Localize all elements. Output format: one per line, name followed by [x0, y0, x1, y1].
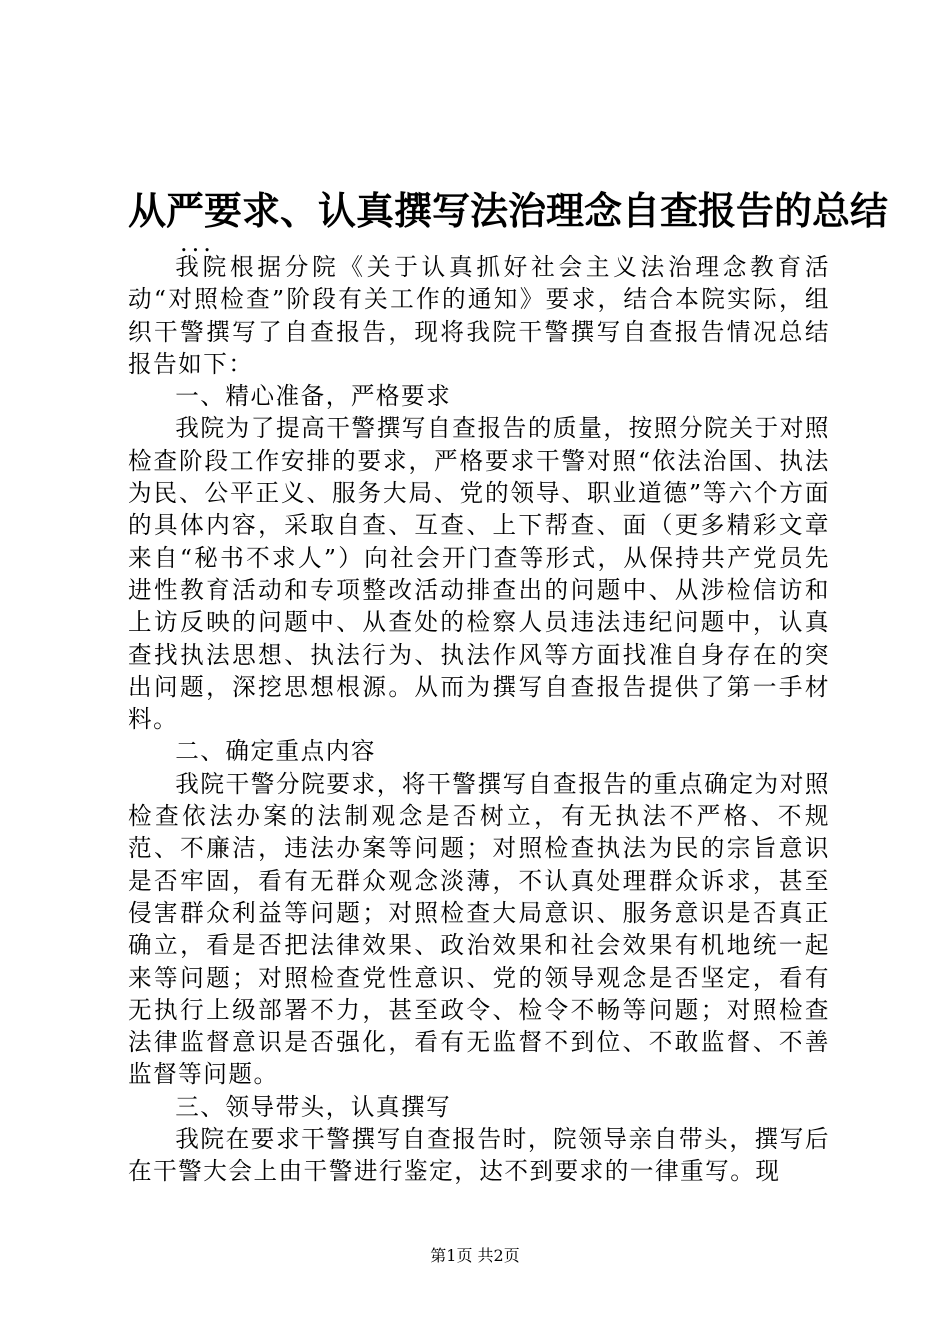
- intro-paragraph: 我院根据分院《关于认真抓好社会主义法治理念教育活动“对照检查”阶段有关工作的通知》要求，结合本院实际，组织干警撰写了自查报告，现将我院干警撰写自查报告情况总结报告如下：: [128, 253, 830, 378]
- section-heading-3: 三、领导带头，认真撰写: [175, 1092, 452, 1121]
- section-heading-1: 一、精心准备，严格要求: [175, 382, 452, 411]
- title-continuation: ...: [180, 229, 215, 257]
- section-paragraph-2: 我院干警分院要求，将干警撰写自查报告的重点确定为对照检查依法办案的法制观念是否树立，有无执法不严格、不规范、不廉洁，违法办案等问题；对照检查执法为民的宗旨意识是否牢固，看有无群众观念淡薄，不认真处理群众诉求，甚至侵害群众利益等问题；对照检查大局意识、服务意识是否真正确立，看是否把法律效果、政治效果和社会效果有机地统一起来等问题；对照检查党性意识、党的领导观念是否坚定，看有无执行上级部署不力，甚至政令、检令不畅等问题；对照检查法律监督意识是否强化，看有无监督不到位、不敢监督、不善监督等问题。: [128, 769, 830, 1089]
- page-number: 第1页 共2页: [430, 1246, 520, 1265]
- document-body: [128, 251, 830, 1188]
- section-paragraph-3: 我院在要求干警撰写自查报告时，院领导亲自带头，撰写后在干警大会上由干警进行鉴定，达不到要求的一律重写。现: [128, 1125, 830, 1186]
- page-title: 从严要求、认真撰写法治理念自查报告的总结: [128, 189, 889, 233]
- section-paragraph-1: 我院为了提高干警撰写自查报告的质量，按照分院关于对照检查阶段工作安排的要求，严格要求干警对照“依法治国、执法为民、公平正义、服务大局、党的领导、职业道德”等六个方面的具体内容，采取自查、互查、上下帮查、面（更多精彩文章来自“秘书不求人”）向社会开门查等形式，从保持共产党员先进性教育活动和专项整改活动排查出的问题中、从涉检信访和上访反映的问题中、从查处的检察人员违法违纪问题中，认真查找执法思想、执法行为、执法作风等方面找准自身存在的突出问题，深挖思想根源。从而为撰写自查报告提供了第一手材料。: [128, 414, 830, 734]
- section-heading-2: 二、确定重点内容: [175, 737, 376, 766]
